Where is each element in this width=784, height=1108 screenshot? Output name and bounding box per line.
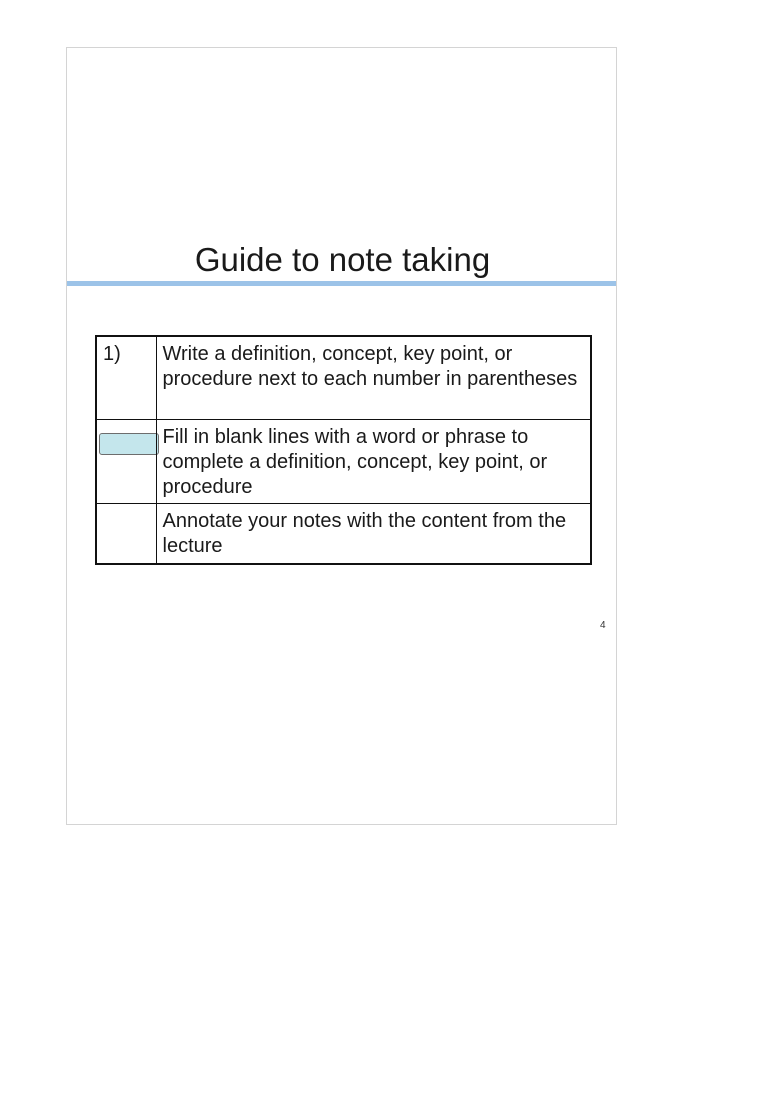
table-row	[96, 420, 591, 504]
note-taking-guide-table	[95, 335, 592, 565]
slide-title: Guide to note taking	[194, 241, 491, 278]
instruction-cell: Annotate your notes with the content from the lecture	[156, 504, 591, 565]
marker-cell	[96, 336, 156, 420]
instruction-cell: Write a definition, concept, key point, or procedure next to each number in parentheses	[156, 336, 591, 420]
title-divider	[67, 281, 616, 286]
instruction-cell: Fill in blank lines with a word or phrase to complete a definition, concept, key point, or procedure	[156, 420, 591, 504]
page-number: 4	[600, 620, 606, 631]
marker-cell	[96, 420, 156, 504]
slide	[66, 47, 617, 825]
marker-cell	[96, 504, 156, 565]
table-row	[96, 504, 591, 565]
table-row	[96, 336, 591, 420]
number-marker: 1)	[103, 343, 121, 365]
blank-line-marker	[99, 433, 159, 455]
